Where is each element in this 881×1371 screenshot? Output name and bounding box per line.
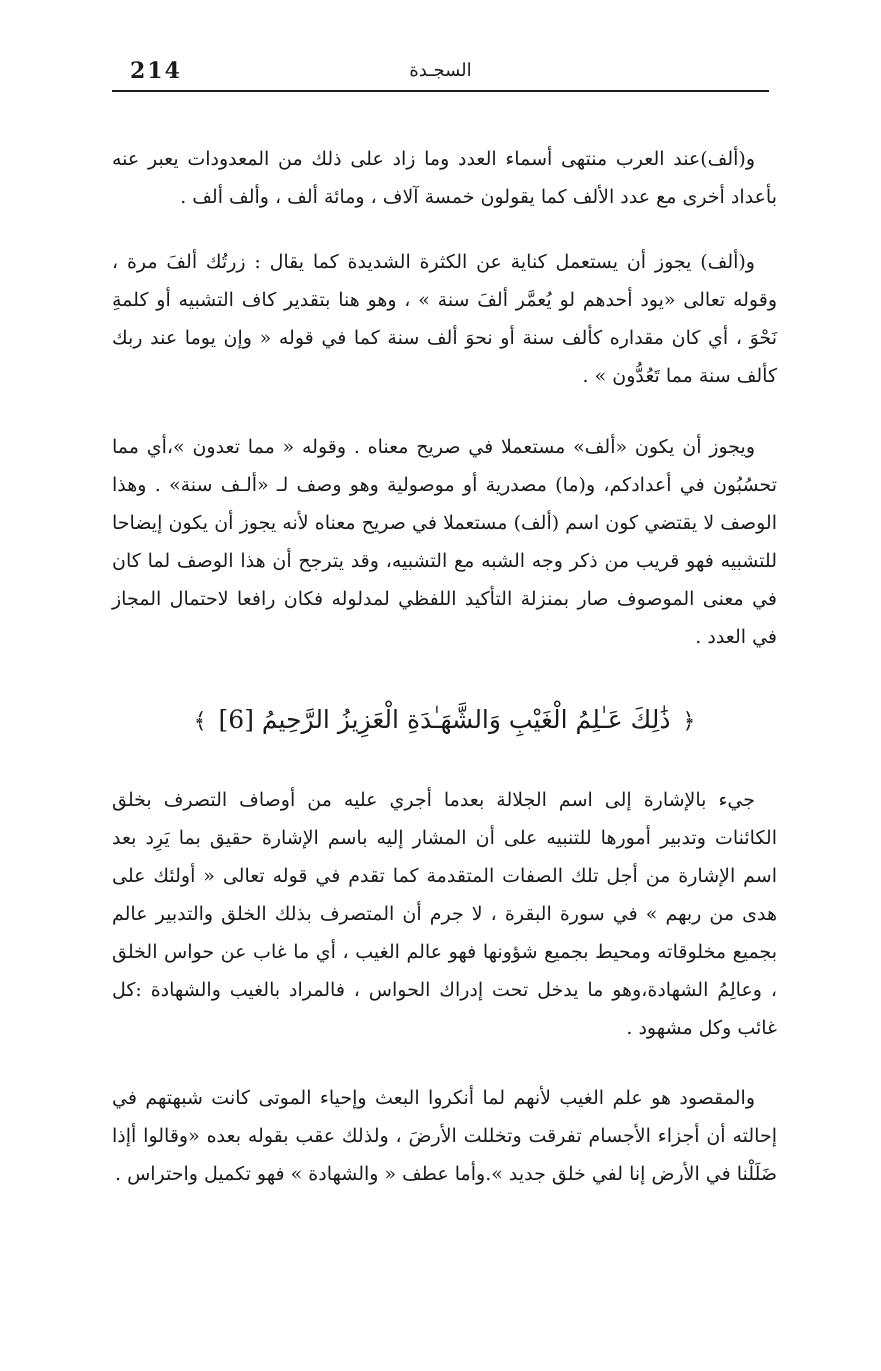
paragraph-text: و(ألف)عند العرب منتهى أسماء العدد وما زاد على ذلك من المعدودات يعبر عنه بأعداد أخرى مع عدد الألف كما يقولون خمسة آلاف ، ومائة ألف ، وألف ألف . xyxy=(112,148,777,208)
paragraph-text: والمقصود هو علم الغيب لأنهم لما أنكروا البعث وإحياء الموتى كانت شبهتهم في إحالته أن أجزاء الأجسام تفرقت وتخللت الأرضَ ، ولذلك عقب بقوله بعده «وقالوا أإذا ضَلَلْنا في الأرض إنا لفي خلق جديد ».وأما عطف « والشهادة » فهو تكميل واحتراس . xyxy=(112,1087,777,1185)
verse-ornament-open: ﴿ xyxy=(682,709,696,734)
verse-ornament-close: ﴾ xyxy=(193,709,207,734)
paragraph-2 xyxy=(112,243,777,395)
paragraph-1 xyxy=(112,140,777,216)
page-number: 214 xyxy=(130,58,182,84)
paragraph-5 xyxy=(112,1079,777,1193)
verse-text: ذَٰلِكَ عَـٰلِمُ الْغَيْبِ وَالشَّهَـٰدَةِ الْعَزِيزُ الرَّحِيمُ [6] xyxy=(218,705,671,734)
paragraph-4 xyxy=(112,781,777,1047)
quran-verse xyxy=(112,696,777,744)
paragraph-text: جيء بالإشارة إلى اسم الجلالة بعدما أجري عليه من أوصاف التصرف بخلق الكائنات وتدبير أمورها للتنبيه على أن المشار إليه باسم الإشارة حقيق بما يَرِد بعد اسم الإشارة من أجل تلك الصفات المتقدمة كما تقدم في قوله تعالى « أولئك على هدى من ربهم » في سورة البقرة ، لا جرم أن المتصرف بذلك الخلق والتدبير عالم بجميع مخلوقاته ومحيط بجميع شؤونها فهو عالم الغيب ، أي ما غاب عن حواس الخلق ، وعالِمُ الشهادة،وهو ما يدخل تحت إدراك الحواس ، فالمراد بالغيب والشهادة :كل غائب وكل مشهود . xyxy=(112,789,777,1039)
paragraph-text: ويجوز أن يكون «ألف» مستعملا في صريح معناه . وقوله « مما تعدون »،أي مما تحسُبُون في أعدادكم، و(ما) مصدرية أو موصولية وهو وصف لـ «ألـف سنة» . وهذا الوصف لا يقتضي كون اسم (ألف) مستعملا في صريح معناه لأنه يجوز أن يكون إيضاحا للتشبيه فهو قريب من ذكر وجه الشبه مع التشبيه، وقد يترجح أن هذا الوصف لما كان في معنى الموصوف صار بمنزلة التأكيد اللفظي لمدلوله فكان رافعا لاحتمال المجاز في العدد . xyxy=(112,436,777,648)
page-header xyxy=(112,50,769,92)
chapter-title: السجـدة xyxy=(409,60,472,81)
paragraph-3 xyxy=(112,428,777,656)
paragraph-text: و(ألف) يجوز أن يستعمل كناية عن الكثرة الشديدة كما يقال : زرتُك ألفَ مرة ، وقوله تعالى «يود أحدهم لو يُعمَّر ألفَ سنة » ، وهو هنا بتقدير كاف التشبيه أو كلمةِ نَحْوَ ، أي كان مقداره كألف سنة أو نحوَ ألف سنة كما في قوله « وإن يوما عند ربك كألف سنة مما تَعُدُّون » . xyxy=(112,251,777,387)
